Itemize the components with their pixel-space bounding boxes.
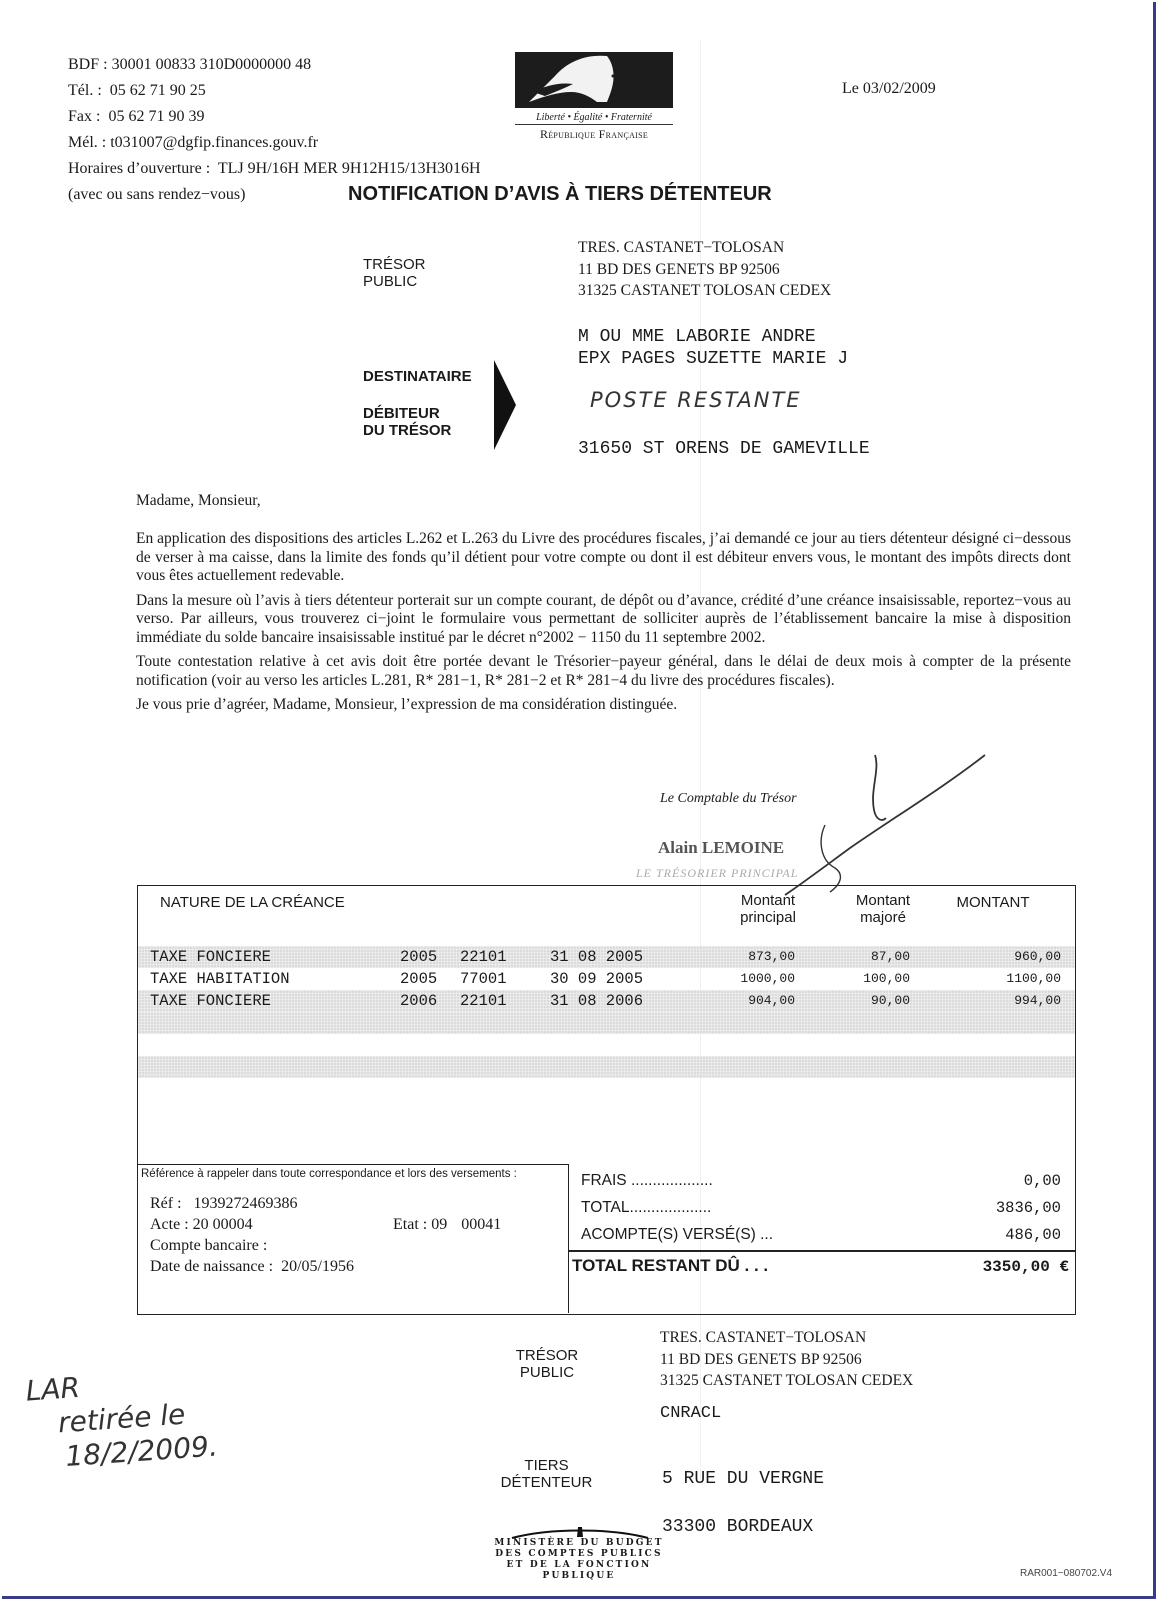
debtor-label <box>363 405 451 439</box>
tiers-detenteur-label <box>494 1457 599 1491</box>
header-montant-majore <box>838 892 928 926</box>
acte-line <box>150 1216 253 1234</box>
etat-line <box>393 1216 501 1234</box>
frais-label: FRAIS ................... <box>581 1172 713 1189</box>
creance-row <box>138 946 1075 968</box>
marianne-emblem <box>515 52 673 108</box>
total-restant-value: 3350,00 € <box>982 1258 1069 1276</box>
sender-label-line2: PUBLIC <box>363 273 418 290</box>
header-principal-line1: Montant <box>740 892 796 909</box>
tel-line <box>68 78 206 104</box>
signatory-stamp: LE TRÉSORIER PRINCIPAL <box>636 866 799 880</box>
salutation: Madame, Monsieur, <box>136 492 261 509</box>
tel-value: 05 62 71 90 25 <box>109 82 206 99</box>
arrow-right-icon <box>494 360 516 450</box>
annotation-line: LAR <box>24 1370 82 1408</box>
opening-hours-line <box>68 156 481 182</box>
paragraph: Je vous prie d’agréer, Madame, Monsieur, l’expression de ma considération distinguée. <box>136 696 678 713</box>
creance-date: 30 09 2005 <box>550 970 644 988</box>
acompte-label: ACOMPTE(S) VERSÉ(S) ... <box>581 1226 774 1243</box>
creance-date: 31 08 2005 <box>550 948 644 966</box>
opening-hours-label: Horaires d’ouverture : <box>68 160 211 177</box>
signatory-name: Alain LEMOINE <box>658 838 785 857</box>
header-nature: NATURE DE LA CRÉANCE <box>160 894 345 911</box>
creance-code: 22101 <box>460 948 507 966</box>
creance-majore: 90,00 <box>870 993 910 1008</box>
ref-label: Réf : <box>150 1195 182 1212</box>
tiers-street: 5 RUE DU VERGNE <box>662 1469 825 1489</box>
total-label: TOTAL................... <box>581 1199 712 1216</box>
annotation-line: 18/2/2009. <box>64 1429 219 1473</box>
creance-montant: 1100,00 <box>1006 971 1061 986</box>
tresor-address-line: TRES. CASTANET−TOLOSAN <box>660 1329 867 1346</box>
header-majore-line1: Montant <box>855 892 911 909</box>
tresor-label-line2: PUBLIC <box>519 1364 575 1381</box>
reference-box <box>138 1164 569 1313</box>
empty-shaded-row <box>138 1012 1075 1034</box>
tel-label: Tél. : <box>68 82 102 99</box>
header-montant: MONTANT <box>956 894 1030 911</box>
letter-body <box>136 530 1071 721</box>
creance-nature: TAXE FONCIERE <box>150 948 271 966</box>
acompte-value: 486,00 <box>1005 1226 1061 1244</box>
handwritten-poste-restante: POSTE RESTANTE <box>590 388 802 412</box>
sender-label-line1: TRÉSOR <box>363 256 426 273</box>
ministere-line: MINISTÈRE DU BUDGET <box>494 1538 664 1548</box>
creance-montant: 960,00 <box>1014 949 1061 964</box>
naissance-value: 20/05/1956 <box>281 1258 354 1275</box>
document-date: Le 03/02/2009 <box>842 80 936 97</box>
tresor-label-line1: TRÉSOR <box>515 1347 579 1364</box>
header-majore-line2: majoré <box>860 909 906 926</box>
sender-label <box>363 256 426 290</box>
ministere-line: ET DE LA FONCTION PUBLIQUE <box>506 1560 652 1581</box>
totals-divider <box>568 1250 1075 1252</box>
ref-value: 1939272469386 <box>193 1195 298 1212</box>
bdf-value: 30001 00833 310D0000000 48 <box>111 56 312 73</box>
recipient-name-line1: M OU MME LABORIE ANDRE <box>578 327 816 347</box>
signatory-title: Le Comptable du Trésor <box>660 791 797 806</box>
debtor-label-line1: DÉBITEUR <box>363 405 440 422</box>
creance-majore: 100,00 <box>863 971 910 986</box>
recipient-name <box>578 326 848 370</box>
email-label: Mél. : <box>68 134 107 151</box>
compte-line <box>150 1237 267 1255</box>
ministere-footer <box>474 1538 684 1582</box>
sender-address-line: 31325 CASTANET TOLOSAN CEDEX <box>578 282 832 299</box>
header-principal-line2: principal <box>740 909 796 926</box>
fax-line <box>68 104 204 130</box>
creance-year: 2006 <box>400 992 438 1010</box>
reference-caption: Référence à rappeler dans toute correspondance et lors des versements : <box>141 1168 517 1180</box>
recipient-city: 31650 ST ORENS DE GAMEVILLE <box>578 439 870 459</box>
tresor-address <box>660 1327 913 1392</box>
etat-label: Etat : <box>393 1216 428 1233</box>
creance-year: 2005 <box>400 970 438 988</box>
sender-address-line: TRES. CASTANET−TOLOSAN <box>578 239 785 256</box>
creance-row <box>138 968 1075 990</box>
creance-principal: 873,00 <box>748 949 795 964</box>
creance-principal: 1000,00 <box>740 971 795 986</box>
creance-year: 2005 <box>400 948 438 966</box>
sender-address-line: 11 BD DES GENETS BP 92506 <box>578 260 780 278</box>
tresor-address-line: 31325 CASTANET TOLOSAN CEDEX <box>660 1372 914 1389</box>
signature-scribble <box>740 730 1000 900</box>
creance-nature: TAXE FONCIERE <box>150 992 271 1010</box>
tiers-name: CNRACL <box>660 1404 722 1423</box>
creance-principal: 904,00 <box>748 993 795 1008</box>
creances-table <box>137 885 1076 1315</box>
creance-code: 77001 <box>460 970 507 988</box>
total-value: 3836,00 <box>995 1199 1061 1217</box>
ministere-emblem-icon <box>510 1525 650 1539</box>
paragraph: En application des dispositions des articles L.262 et L.263 du Livre des procédures fiscales, j’ai demandé ce jour au tiers détenteur désigné ci−dessous de verser à ma caisse, dans la limite des fonds qu’il détient pour votre compte ou dont il est débiteur envers vous, le montant des impôts directs dont vous êtes actuellement redevable. <box>136 530 1071 584</box>
email-value: t031007@dgfip.finances.gouv.fr <box>110 134 319 151</box>
debtor-label-line2: DU TRÉSOR <box>363 422 452 439</box>
handwritten-annotation <box>25 1362 219 1477</box>
etat-value: 09 00041 <box>431 1216 502 1233</box>
document-title: NOTIFICATION D’AVIS À TIERS DÉTENTEUR <box>348 183 772 205</box>
recipient-label: DESTINATAIRE <box>363 368 472 385</box>
tresor-address-line: 11 BD DES GENETS BP 92506 <box>660 1350 862 1368</box>
paragraph: Dans la mesure où l’avis à tiers détenteur porterait sur un compte courant, de dépôt ou d’avance, crédité d’une créance insaisissable, reportez−vous au verso. Par ailleurs, vous trouverez ci−joint le formulaire vous permettant de solliciter auprès de l’établissement bancaire la mise à disposition immédiate du solde bancaire insaisissable institué par le décret n°2002 − 1150 du 11 septembre 2002. <box>136 591 1071 646</box>
header-montant-principal <box>718 892 818 926</box>
appointment-note: (avec ou sans rendez−vous) <box>68 186 246 203</box>
email-line <box>68 130 318 156</box>
creance-date: 31 08 2006 <box>550 992 644 1010</box>
tiers-label-line2: DÉTENTEUR <box>500 1474 593 1491</box>
sender-address <box>578 237 831 302</box>
creance-code: 22101 <box>460 992 507 1010</box>
ref-line <box>150 1195 298 1213</box>
ministere-line: DES COMPTES PUBLICS <box>495 1549 663 1559</box>
tiers-city: 33300 BORDEAUX <box>662 1517 814 1537</box>
logo-republique-text: République Française <box>539 127 649 141</box>
tresor-public-label <box>512 1347 582 1381</box>
fax-label: Fax : <box>68 108 101 125</box>
acte-label: Acte : <box>150 1216 189 1233</box>
republique-francaise-logo <box>515 52 673 146</box>
total-restant-label: TOTAL RESTANT DÛ . . . <box>572 1256 769 1275</box>
creance-row <box>138 990 1075 1012</box>
creance-majore: 87,00 <box>870 949 910 964</box>
naissance-label: Date de naissance : <box>150 1258 274 1275</box>
paragraph: Toute contestation relative à cet avis doit être portée devant le Trésorier−payeur général, dans le délai de deux mois à compter de la présente notification (voir au verso les articles L.281, R* 281−1, R* 281−2 et R* 281−4 du livre des procédures fiscales). <box>136 653 1071 689</box>
frais-value: 0,00 <box>1023 1172 1061 1190</box>
naissance-line <box>150 1258 354 1276</box>
opening-hours-value: TLJ 9H/16H MER 9H12H15/13H3016H <box>217 160 481 177</box>
bdf-line <box>68 52 311 78</box>
bdf-label: BDF : <box>68 56 108 73</box>
creance-nature: TAXE HABITATION <box>150 970 290 988</box>
creance-montant: 994,00 <box>1014 993 1061 1008</box>
form-code: RAR001−080702.V4 <box>1020 1568 1113 1579</box>
annotation-line: retirée le <box>56 1397 187 1440</box>
empty-shaded-row <box>138 1056 1075 1078</box>
logo-motto: Liberté • Égalité • Fraternité <box>515 112 673 125</box>
tiers-label-line1: TIERS <box>524 1457 569 1474</box>
compte-label: Compte bancaire : <box>150 1237 268 1254</box>
recipient-name-line2: EPX PAGES SUZETTE MARIE J <box>578 349 849 369</box>
acte-value: 20 00004 <box>192 1216 253 1233</box>
fax-value: 05 62 71 90 39 <box>108 108 205 125</box>
